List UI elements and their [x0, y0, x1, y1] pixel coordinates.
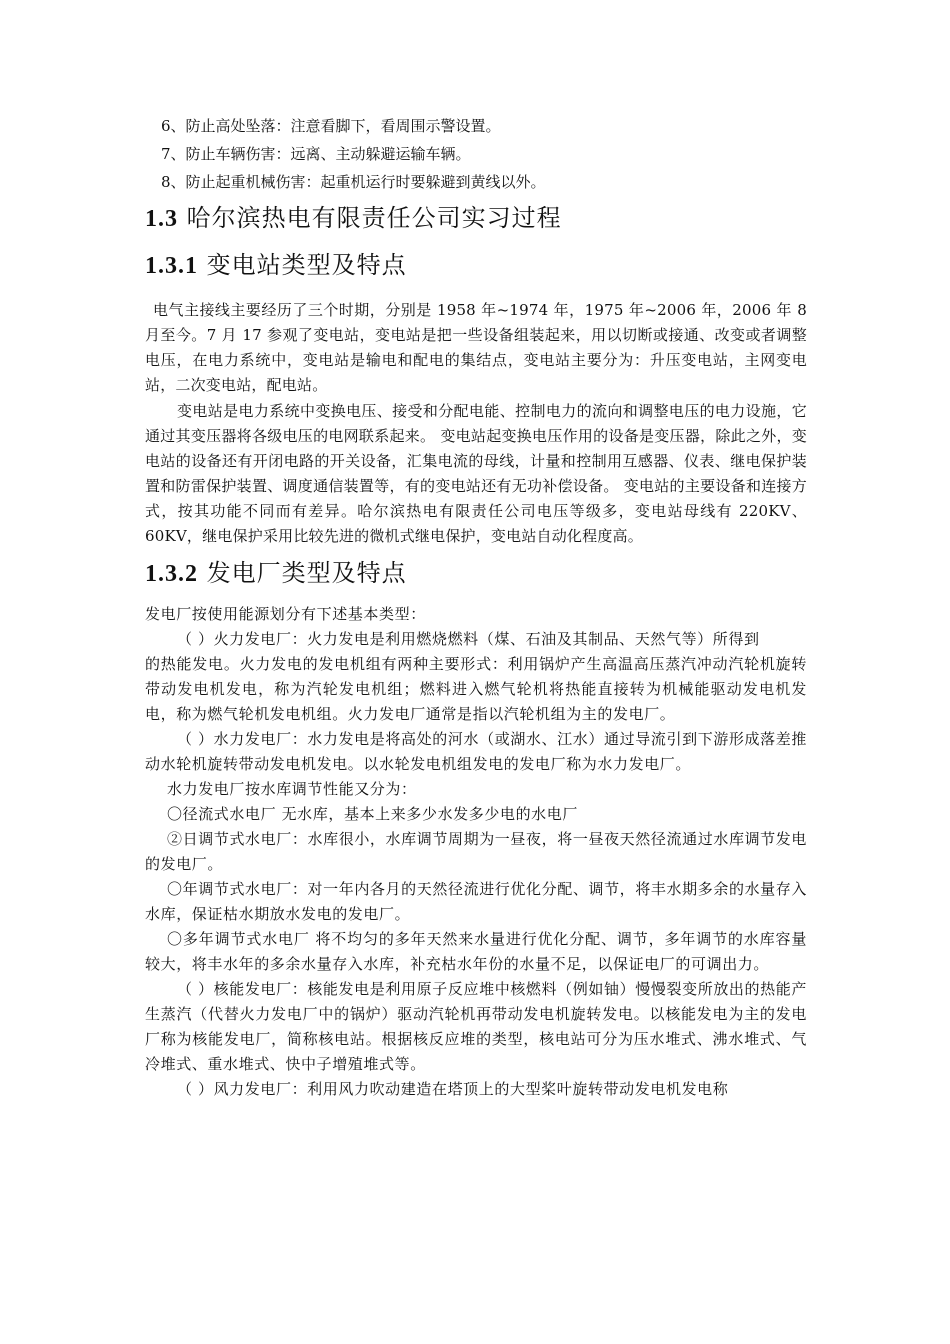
section-heading-1-3-1	[145, 245, 807, 286]
section-number: 1.3.1	[145, 253, 198, 279]
section-title: 发电厂类型及特点	[206, 559, 407, 587]
paragraph-hydro: （ ）水力发电厂：水力发电是将高处的河水（或湖水、江水）通过导流引到下游形成落差推动水轮机旋转带动发电机发电。以水轮发电机组发电的发电厂称为水力发电厂。	[145, 730, 807, 773]
section-title: 变电站类型及特点	[206, 251, 407, 279]
paragraph-daily-regulation: ②日调节式水电厂：水库很小，水库调节周期为一昼夜，将一昼夜天然径流通过水库调节发电的发电厂。	[145, 830, 807, 873]
paragraph-thermal: 的热能发电。火力发电的发电机组有两种主要形式：利用锅炉产生高温高压蒸汽冲动汽轮机旋转带动发电机发电，称为汽轮发电机组；燃料进入燃气轮机将热能直接转为机械能驱动发电机发电，称为燃气轮机发电机组。火力发电厂通常是指以汽轮机组为主的发电厂。	[145, 655, 807, 723]
paragraph-main-wiring: 电气主接线主要经历了三个时期，分别是 1958 年~1974 年，1975 年~2006 年，2006 年 8 月至今。7 月 17 参观了变电站，变电站是把一些设备组装起来，用以切断或接通、改变或者调整电压，在电力系统中，变电站是输电和配电的集结点，变电站主要分为：升压变电站，主网变电站，二次变电站，配电站。	[145, 301, 807, 394]
section-heading-1-3	[145, 198, 807, 239]
document-body	[145, 112, 807, 1102]
list-item: 7、防止车辆伤害：远离、主动躲避运输车辆。	[161, 145, 471, 163]
list-item: 6、防止高处坠落：注意看脚下，看周围示警设置。	[161, 117, 501, 135]
list-item: 8、防止起重机械伤害：起重机运行时要躲避到黄线以外。	[161, 173, 546, 191]
paragraph-multi-year-regulation: 〇多年调节式水电厂 将不均匀的多年天然来水量进行优化分配、调节，多年调节的水库容量较大，将丰水年的多余水量存入水库，补充枯水年份的水量不足，以保证电厂的可调出力。	[145, 930, 807, 973]
section-title: 哈尔滨热电有限责任公司实习过程	[186, 204, 562, 232]
section-number: 1.3	[145, 206, 178, 232]
paragraph-run-of-river: 〇径流式水电厂 无水库，基本上来多少水发多少电的水电厂	[167, 805, 578, 823]
paragraph-annual-regulation: 〇年调节式水电厂：对一年内各月的天然径流进行优化分配、调节，将丰水期多余的水量存入水库，保证枯水期放水发电的发电厂。	[145, 880, 807, 923]
paragraph-hydro-types: 水力发电厂按水库调节性能又分为：	[167, 780, 417, 798]
paragraph-nuclear: （ ）核能发电厂：核能发电是利用原子反应堆中核燃料（例如铀）慢慢裂变所放出的热能产生蒸汽（代替火力发电厂中的锅炉）驱动汽轮机再带动发电机旋转发电。以核能发电为主的发电厂称为核能发电厂，简称核电站。根据核反应堆的类型，核电站可分为压水堆式、沸水堆式、气冷堆式、重水堆式、快中子增殖堆式等。	[145, 980, 807, 1073]
paragraph-thermal-first-line: （ ）火力发电厂：火力发电是利用燃烧燃料（煤、石油及其制品、天然气等）所得到	[177, 630, 760, 648]
section-heading-1-3-2	[145, 553, 807, 594]
paragraph-wind: （ ）风力发电厂：利用风力吹动建造在塔顶上的大型桨叶旋转带动发电机发电称	[177, 1080, 729, 1098]
section-number: 1.3.2	[145, 561, 198, 587]
paragraph-intro: 发电厂按使用能源划分有下述基本类型：	[145, 605, 426, 623]
paragraph-substation: 变电站是电力系统中变换电压、接受和分配电能、控制电力的流向和调整电压的电力设施，它通过其变压器将各级电压的电网联系起来。 变电站起变换电压作用的设备是变压器，除此之外，变电站的设备还有开闭电路的开关设备，汇集电流的母线，计量和控制用互感器、仪表、继电保护装置和防雷保护装置、调度通信装置等，有的变电站还有无功补偿设备。 变电站的主要设备和连接方式，按其功能不同而有差异。哈尔滨热电有限责任公司电压等级多，变电站母线有 220KV、60KV，继电保护采用比较先进的微机式继电保护，变电站自动化程度高。	[145, 402, 807, 545]
